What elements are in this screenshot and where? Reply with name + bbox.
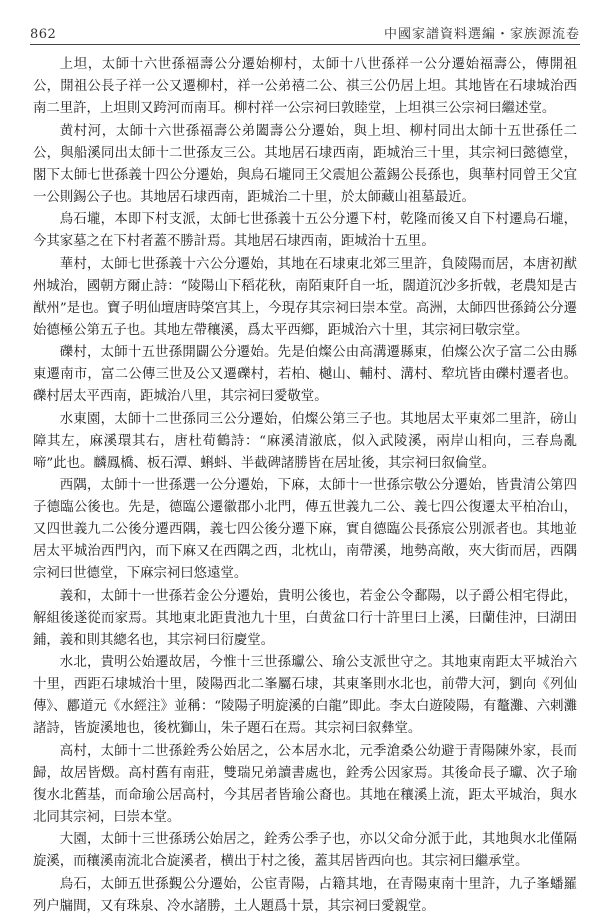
paragraph-shuidongyuan: 水東園，太師十二世孫同三公分遷始，伯燦公第三子也。其地居太平東郊二里許，磅山障其左，麻溪環其右，唐杜荀鶴詩：“麻溪清澈底，似入武陵溪，兩岸山相向，三春鳥亂啼”此也。麟鳳橋、板石潭、蝌蚪、半截碑諸勝皆在居址後，其宗祠曰叙倫堂。: [33, 411, 577, 471]
paragraph-licun: 礫村，太師十五世孫開闢公分遷始。先是伯燦公由高溝遷縣東，伯燦公次子富二公由縣東遷南市，富二公傳三世及公又遷礫村，若柏、樾山、輔村、溝村、犂坑皆由礫村遷者也。礫村居太平西南，距城治八里，其宗祠曰愛敬堂。: [33, 345, 577, 404]
header-rule: [30, 44, 580, 45]
paragraph-huacun: 華村，太師七世孫義十六公分遷始，其地在石埭東北郊三里許，負陵陽而居，本唐初猷州城治，國朝方爾止詩：“陵陽山下稻花秋，南陌東阡自一坵，闊道沉沙多折戟，老農知是古猷州”是也。寶子明仙壇唐時棨宫其上，今現存其宗祠曰崇本堂。高洲，太師四世孫錡公分遷始德極公第五子也。其地左帶穰溪，爲太平西鄉，距城治六十里，其宗祠曰敬宗堂。: [33, 256, 577, 338]
paragraph-dayuan: 大園，太師十三世孫琇公始居之，銓秀公季子也，亦以父命分派于此，其地與水北僅隔旋溪，而穰溪南流北合旋溪者，横出于村之後，蓋其居皆西向也。其宗祠曰繼承堂。: [33, 832, 577, 869]
paragraph-wushi: 烏石，太師五世孫覲公分遷始，公宦青陽，占籍其地，在青陽東南十里許，九子峯蟠羅列户牖間，又有珠泉、冷水諸勝，土人題爲十景，其宗祠曰愛親堂。: [33, 876, 577, 914]
paragraph-wushilong: 烏石壠，本即下村支派，太師七世孫義十五公分遷下村，乾隆而後又自下村遷烏石壠，今其家墓之在下村者蓋不勝計焉。其地居石埭西南，距城治十五里。: [33, 212, 577, 249]
paragraph-yihe: 義和，太師十一世孫若金公分遷始，貴明公後也，若金公令鄱陽，以子爵公相宅得此，解組後遂從而家焉。其地東北距貴池九十里，白黄盆口行十許里曰上溪，曰蘭佳沖，曰湖田鋪，義和則其總名也，其宗祠曰衍慶堂。: [33, 588, 577, 648]
paragraph-huangcunhe: 黄村河，太師十六世孫福壽公弟闔壽公分遷始，與上坦、柳村同出太師十五世孫任二公，與船溪同出太師十二世孫友三公。其地居石埭西南，距城治三十里，其宗祠曰懿德堂，閣下太師七世孫義十四公分遷始，與烏石壠同王父震旭公蓋錫公長孫也，與華村同曾王父宜一公則錫公子也。其地居石埭西南，距城治二十里，於太師藏山祖墓最近。: [33, 123, 577, 205]
paragraph-shangtan: 上坦，太師十六世孫福壽公分遷始柳村，太師十八世孫祥一公分遷始福壽公，傳開祖公，開祖公長子祥一公又遷柳村，祥一公弟禧二公、祺三公仍居上坦。其地皆在石埭城治西南二里許，上坦則又跨河而南耳。柳村祥一公宗祠曰敦睦堂，上坦祺三公宗祠曰繼述堂。: [33, 57, 577, 116]
running-header: [30, 20, 580, 42]
paragraph-shuibei: 水北，貴明公始遷故居，今惟十三世孫瓛公、瑜公支派世守之。其地東南距太平城治六十里，西距石埭城治十里，陵陽西北二峯屬石埭，其東峯則水北也，前帶大河，劉向《列仙傳》、酈道元《水經注》並稱：“陵陽子明旋溪的白龍”即此。李太白遊陵陽，有鼇灘、六剌灘諸詩，皆旋溪地也，後枕獅山，朱子題石在焉。其宗祠曰叙彝堂。: [33, 655, 577, 736]
paragraph-gaocun: 高村，太師十二世孫銓秀公始居之，公本居水北，元季滄桑公幼避于青陽陳外家，長而歸，故居皆燬。高村舊有南莊，雙瑞兄弟讀書處也，銓秀公因家焉。其後命長子瓛、次子瑜復水北舊基，而命瑜公居高村，今其居者皆瑜公裔也。其地在穰溪上流，距太平城治，與水北同其宗祠，曰崇本堂。: [33, 743, 577, 825]
page-number: 862: [30, 27, 57, 42]
paragraph-xiyu: 西隅，太師十一世孫選一公分遷始，下麻，太師十一世孫宗敬公分遷始，皆貴清公第四子德臨公後也。先是，德臨公遷徽郡小北門，傳五世義九二公、義七四公復遷太平柏冶山，又四世義九二公後分遷西隅，義七四公後分遷下麻，實自德臨公長孫宸公別派者也。其地並居太平城治西門內，而下麻又在西隅之西，北枕山，南帶溪，地勢高敞，夾大街而居，西隅宗祠曰世德堂，下麻宗祠曰悠遠堂。: [33, 478, 577, 581]
body-text: [33, 54, 577, 918]
book-title: 中國家譜資料選編・家族源流卷: [383, 27, 580, 42]
